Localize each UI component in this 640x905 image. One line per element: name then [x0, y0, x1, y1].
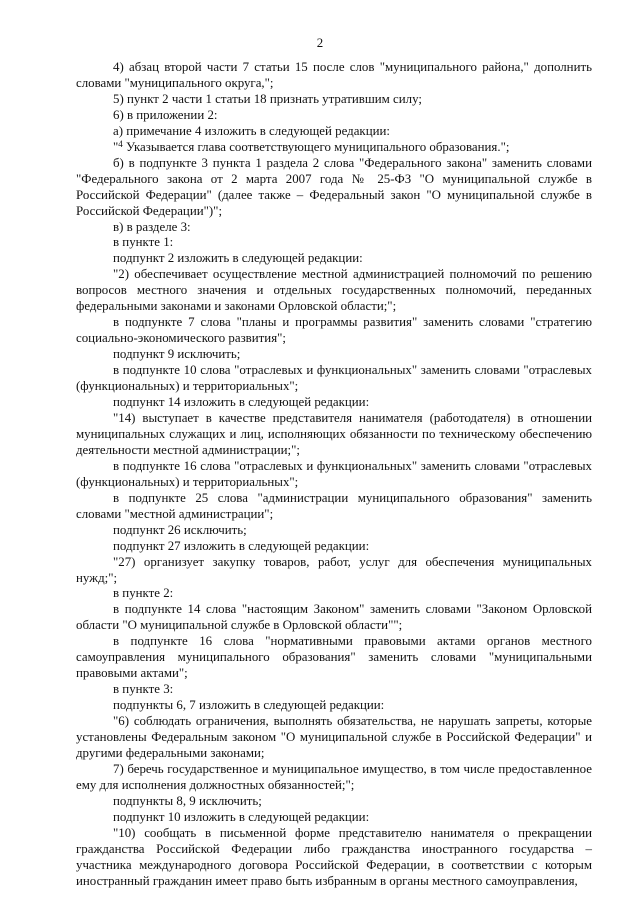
page-number: 2	[316, 36, 324, 50]
footnote-definition	[76, 140, 592, 156]
footnote-mark: 4	[118, 138, 123, 149]
paragraph: в пункте 3:	[113, 682, 174, 697]
paragraph: в подпункте 16 слова "нормативными правовыми актами органов местного самоуправления муниципального образования" заменить словами "муниципальными правовыми актами";	[76, 634, 592, 681]
paragraph: подпункты 6, 7 изложить в следующей редакции:	[113, 698, 385, 713]
paragraph: "6) соблюдать ограничения, выполнять обязательства, не нарушать запреты, которые установлены Федеральным законом "О муниципальной службе в Российской Федерации" и другими федеральными законами;	[76, 714, 592, 760]
paragraph: в подпункте 10 слова "отраслевых и функциональных" заменить словами "отраслевых (функциональных) и территориальных";	[76, 363, 592, 394]
paragraph: в подпункте 7 слова "планы и программы развития" заменить словами "стратегию социально-экономического развития";	[76, 315, 592, 346]
paragraph: а) примечание 4 изложить в следующей редакции:	[113, 123, 390, 138]
paragraph: 4) абзац второй части 7 статьи 15 после слов "муниципального района," дополнить словами "муниципального округа,";	[76, 60, 592, 90]
document-body	[76, 60, 592, 890]
paragraph: подпункт 27 изложить в следующей редакции:	[113, 538, 370, 553]
paragraph: подпункт 10 изложить в следующей редакции:	[113, 809, 370, 824]
paragraph: в подпункте 14 слова "настоящим Законом" заменить словами "Законом Орловской области "О муниципальной службе в Орловской области"";	[76, 602, 592, 633]
paragraph: в пункте 2:	[113, 586, 174, 601]
paragraph: подпункты 8, 9 исключить;	[113, 793, 262, 808]
paragraph: в пункте 1:	[113, 235, 174, 250]
paragraph: подпункт 26 исключить;	[113, 522, 247, 537]
paragraph: в) в разделе 3:	[113, 219, 191, 234]
paragraph: в подпункте 16 слова "отраслевых и функциональных" заменить словами "отраслевых (функциональных) и территориальных";	[76, 458, 592, 489]
paragraph: подпункт 9 исключить;	[113, 347, 241, 362]
paragraph: подпункт 14 изложить в следующей редакции:	[113, 395, 370, 410]
paragraph: в подпункте 25 слова "администрации муниципального образования" заменить словами "местной администрации";	[76, 490, 592, 521]
paragraph: "14) выступает в качестве представителя нанимателя (работодателя) в отношении муниципальных служащих и лиц, исполняющих обязанности по техническому обеспечению деятельности местной администрации;";	[76, 410, 592, 457]
open-quote: "	[113, 139, 119, 154]
paragraph: 5) пункт 2 части 1 статьи 18 признать утратившим силу;	[113, 91, 422, 106]
paragraph: подпункт 2 изложить в следующей редакции:	[113, 251, 363, 266]
paragraph: "2) обеспечивает осуществление местной администрацией полномочий по решению вопросов местного значения и отдельных государственных полномочий, переданных федеральными законами и законами Орловской области;";	[76, 267, 592, 314]
paragraph: "27) организует закупку товаров, работ, услуг для обеспечения муниципальных нужд;";	[76, 554, 592, 585]
paragraph: 6) в приложении 2:	[113, 107, 218, 122]
paragraph: б) в подпункте 3 пункта 1 раздела 2 слова "Федерального закона" заменить словами "Федерального закона от 2 марта 2007 года № 25-ФЗ "О муниципальной службе в Российской Федерации" (далее также – Федеральный закон "О муниципальной службе в Российской Федерации")";	[76, 155, 592, 218]
footnote-text: Указывается глава соответствующего муниципального образования.";	[122, 139, 510, 154]
paragraph: 7) беречь государственное и муниципальное имущество, в том числе предоставленное ему для исполнения должностных обязанностей;";	[76, 761, 592, 792]
paragraph: "10) сообщать в письменной форме представителю нанимателя о прекращении гражданства Российской Федерации либо гражданства иностранного государства – участника международного договора Российской Федерации, в соответствии с которым иностранный гражданин имеет право быть избранным в органы местного самоуправления,	[76, 825, 592, 888]
